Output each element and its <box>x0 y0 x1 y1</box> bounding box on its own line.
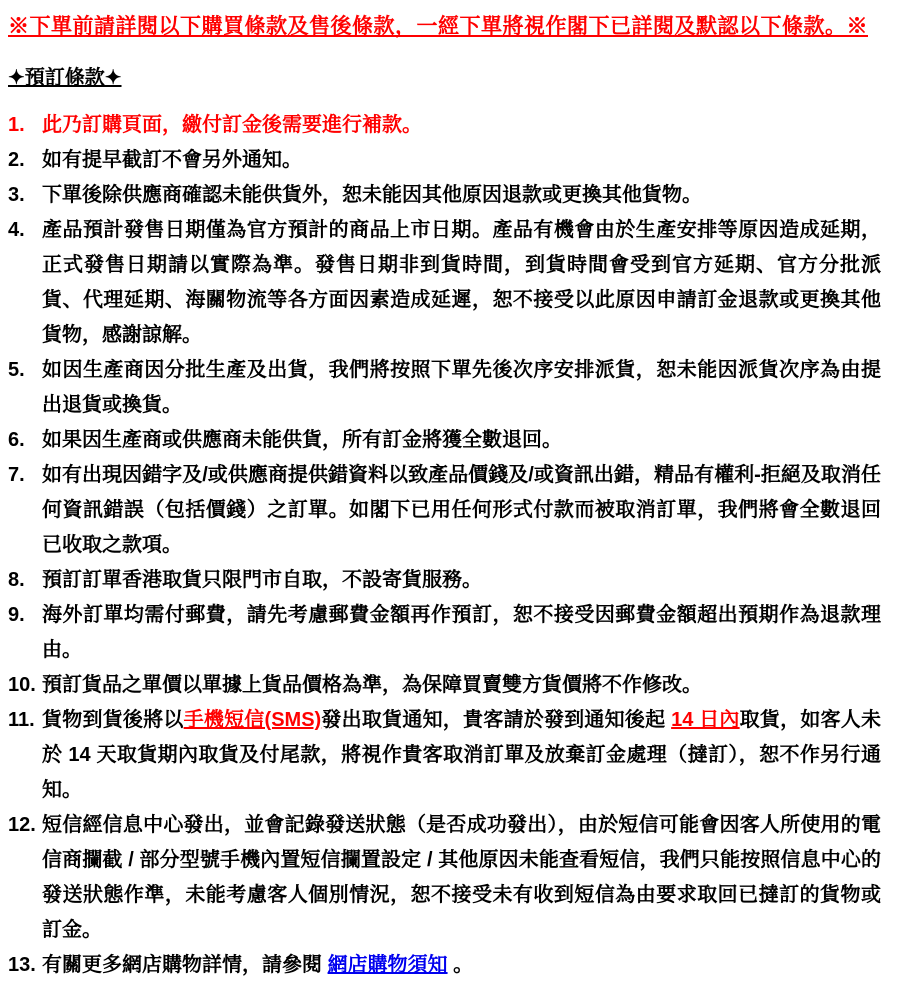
term-text-segment: 如有提早截訂不會另外通知。 <box>42 149 302 171</box>
term-text <box>42 108 881 143</box>
term-number: 11. <box>8 709 35 731</box>
term-text <box>42 563 881 598</box>
shop-notice-link[interactable]: 網店購物須知 <box>327 954 448 976</box>
term-item <box>8 108 881 143</box>
terms-list <box>8 108 881 983</box>
term-number: 6. <box>8 429 25 451</box>
section-title-preorder-terms: ✦預訂條款✦ <box>8 67 122 89</box>
term-text-segment: 如果因生產商或供應商未能供貨，所有訂金將獲全數退回。 <box>42 429 562 451</box>
pre-order-warning-banner: ※下單前請詳閱以下購買條款及售後條款，一經下單將視作閣下已詳閱及默認以下條款。※ <box>8 15 868 38</box>
term-item <box>8 178 881 213</box>
term-text-segment: 取貨，如客人未於 14 天取貨期內取貨及付尾款，將視作貴客取消訂單及放棄訂金處理（撻訂），恕不作另行通知。 <box>42 709 882 801</box>
term-number: 9. <box>8 604 25 626</box>
term-number: 1. <box>8 114 25 136</box>
term-item <box>8 353 881 423</box>
term-number: 13. <box>8 954 36 976</box>
term-highlight-segment: 14 日內 <box>671 709 740 731</box>
term-text <box>42 458 881 563</box>
term-text-segment: 有關更多網店購物詳情，請參閱 <box>42 954 328 976</box>
term-text-segment: 發出取貨通知，貴客請於發到通知後起 <box>321 709 672 731</box>
term-number: 3. <box>8 184 25 206</box>
term-number: 10. <box>8 674 36 696</box>
term-text <box>42 178 881 213</box>
term-text-segment: 海外訂單均需付郵費，請先考慮郵費金額再作預訂，恕不接受因郵費金額超出預期作為退款理由。 <box>42 604 881 661</box>
term-text <box>42 668 881 703</box>
term-number: 5. <box>8 359 25 381</box>
term-item <box>8 423 881 458</box>
term-text-segment: 如有出現因錯字及/或供應商提供錯資料以致產品價錢及/或資訊出錯，精品有權利-拒絕及取消任何資訊錯誤（包括價錢）之訂單。如閣下已用任何形式付款而被取消訂單，我們將會全數退回已收取之款項。 <box>42 464 881 556</box>
term-item <box>8 703 881 808</box>
term-number: 2. <box>8 149 25 171</box>
term-text <box>42 703 881 808</box>
term-text-segment: 此乃訂購頁面，繳付訂金後需要進行補款。 <box>42 114 422 136</box>
term-item <box>8 668 881 703</box>
term-text <box>42 598 881 668</box>
term-text <box>42 423 881 458</box>
term-text-segment: 下單後除供應商確認未能供貨外，恕未能因其他原因退款或更換其他貨物。 <box>42 184 702 206</box>
term-number: 8. <box>8 569 25 591</box>
term-text-segment: 預訂訂單香港取貨只限門市自取，不設寄貨服務。 <box>42 569 482 591</box>
term-item <box>8 948 881 983</box>
term-number: 4. <box>8 219 25 241</box>
term-item <box>8 213 881 353</box>
term-text <box>42 143 881 178</box>
term-item <box>8 143 881 178</box>
term-item <box>8 808 881 948</box>
term-text <box>42 213 881 353</box>
term-number: 7. <box>8 464 25 486</box>
term-item <box>8 598 881 668</box>
term-text-segment: 。 <box>447 954 474 976</box>
term-text <box>42 948 881 983</box>
term-text-segment: 貨物到貨後將以 <box>42 709 184 731</box>
term-text <box>42 808 881 948</box>
term-text <box>42 353 881 423</box>
term-text-segment: 產品預計發售日期僅為官方預計的商品上市日期。產品有機會由於生產安排等原因造成延期，正式發售日期請以實際為準。發售日期非到貨時間，到貨時間會受到官方延期、官方分批派貨、代理延期、海關物流等各方面因素造成延遲，恕不接受以此原因申請訂金退款或更換其他貨物，感謝諒解。 <box>42 219 881 346</box>
term-item <box>8 563 881 598</box>
term-highlight-segment: 手機短信(SMS) <box>183 709 322 731</box>
term-text-segment: 如因生產商因分批生產及出貨，我們將按照下單先後次序安排派貨，恕未能因派貨次序為由提出退貨或換貨。 <box>42 359 881 416</box>
term-item <box>8 458 881 563</box>
term-number: 12. <box>8 814 36 836</box>
term-text-segment: 短信經信息中心發出，並會記錄發送狀態（是否成功發出），由於短信可能會因客人所使用的電信商攔截 / 部分型號手機內置短信攔置設定 / 其他原因未能查看短信，我們只能按照信息中心的發送狀態作準，未能考慮客人個別情況，恕不接受未有收到短信為由要求取回已撻訂的貨物或訂金。 <box>42 814 881 941</box>
term-text-segment: 預訂貨品之單價以單據上貨品價格為準，為保障買賣雙方貨價將不作修改。 <box>42 674 702 696</box>
